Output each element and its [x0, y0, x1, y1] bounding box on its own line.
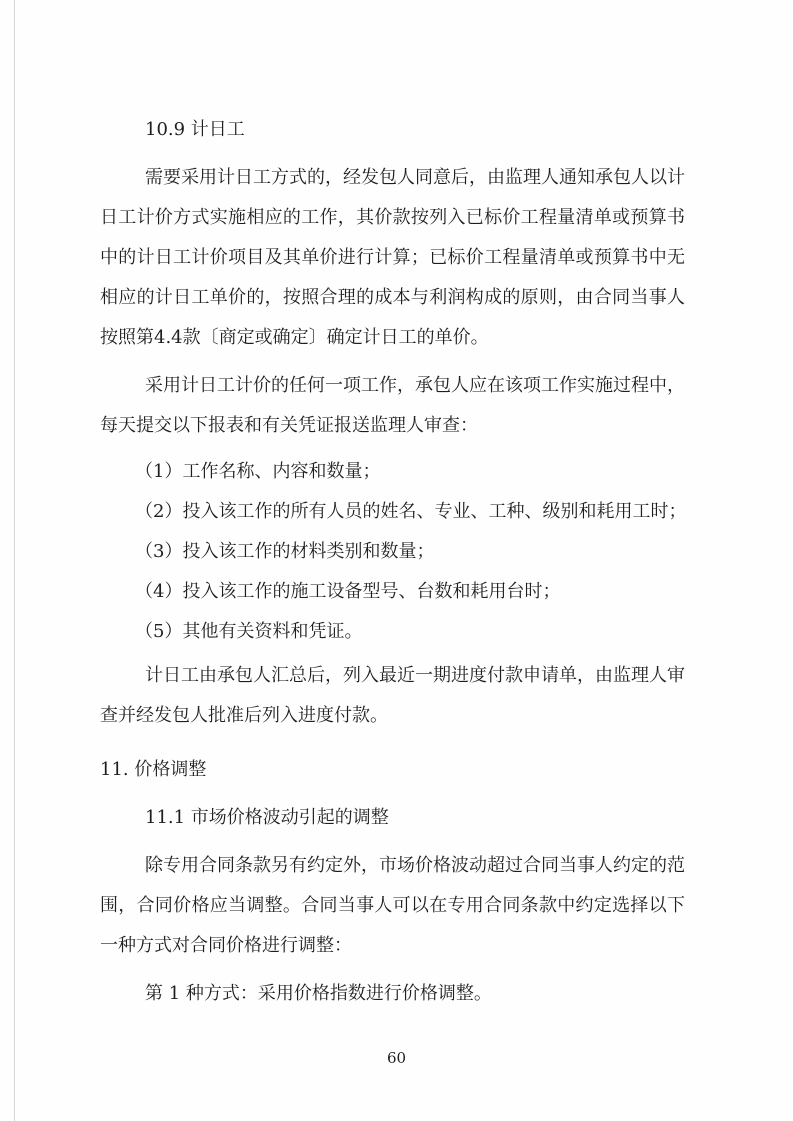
paragraph-line: 相应的计日工单价的，按照合理的成本与利润构成的原则，由合同当事人: [100, 287, 685, 308]
list-item: （3）投入该工作的材料类别和数量；: [135, 541, 435, 562]
list-item: （5）其他有关资料和凭证。: [135, 621, 363, 642]
paragraph-line: 每天提交以下报表和有关凭证报送监理人审查：: [100, 415, 478, 436]
paragraph-line: 采用计日工计价的任何一项工作，承包人应在该项工作实施过程中，: [145, 375, 685, 396]
section-heading-11: 11. 价格调整: [100, 759, 207, 780]
paragraph-line: 一种方式对合同价格进行调整：: [100, 935, 352, 956]
paragraph-line: 中的计日工计价项目及其单价进行计算；已标价工程量清单或预算书中无: [100, 247, 685, 268]
paragraph-line: 按照第4.4款〔商定或确定〕确定计日工的单价。: [100, 327, 489, 348]
paragraph-line: 第 1 种方式：采用价格指数进行价格调整。: [145, 983, 492, 1004]
list-item: （2）投入该工作的所有人员的姓名、专业、工种、级别和耗用工时；: [135, 501, 687, 522]
page-number: 60: [386, 1049, 407, 1067]
paragraph-line: 需要采用计日工方式的，经发包人同意后，由监理人通知承包人以计: [145, 167, 685, 188]
paragraph-line: 计日工由承包人汇总后，列入最近一期进度付款申请单，由监理人审: [145, 665, 685, 686]
section-heading-10-9: 10.9 计日工: [145, 119, 245, 140]
paragraph-line: 围，合同价格应当调整。合同当事人可以在专用合同条款中约定选择以下: [100, 895, 685, 916]
paragraph-line: 查并经发包人批准后列入进度付款。: [100, 705, 388, 726]
subsection-heading-11-1: 11.1 市场价格波动引起的调整: [145, 807, 389, 828]
list-item: （4）投入该工作的施工设备型号、台数和耗用台时；: [135, 581, 561, 602]
list-item: （1）工作名称、内容和数量；: [135, 461, 381, 482]
paragraph-line: 除专用合同条款另有约定外，市场价格波动超过合同当事人约定的范: [145, 855, 685, 876]
paragraph-line: 日工计价方式实施相应的工作，其价款按列入已标价工程量清单或预算书: [100, 207, 685, 228]
